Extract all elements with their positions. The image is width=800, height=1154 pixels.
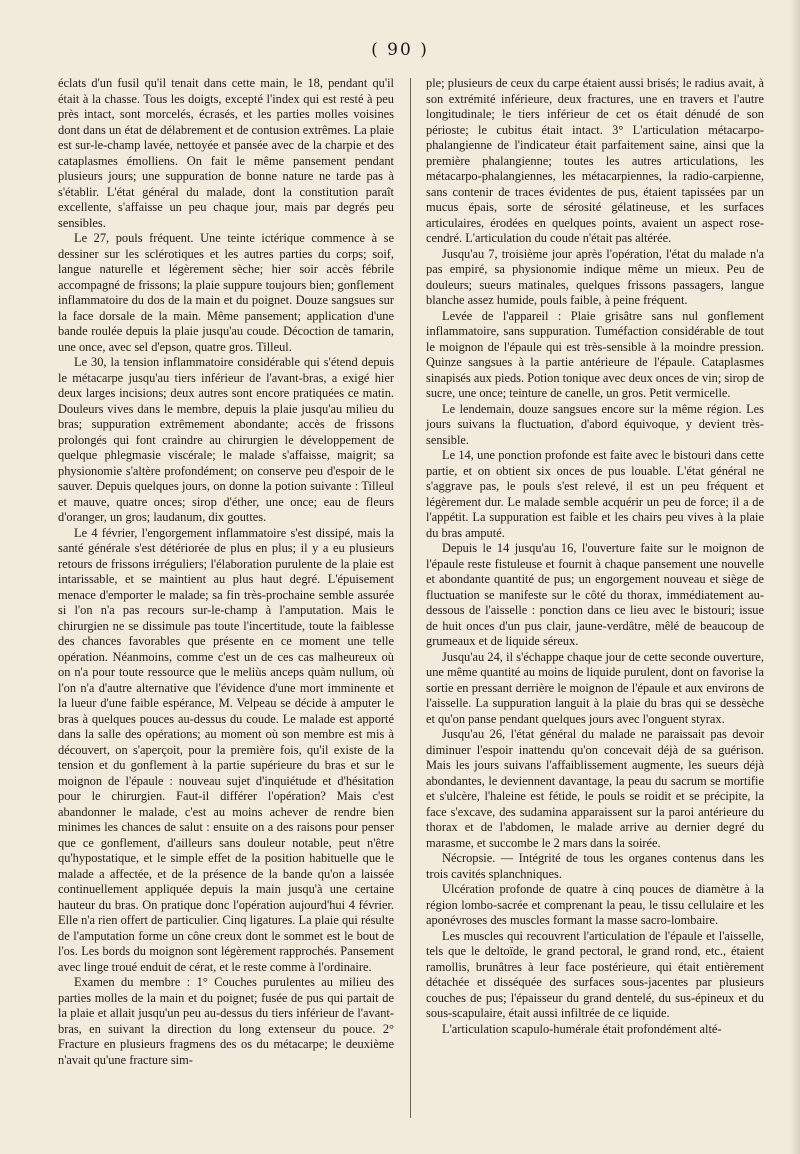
paragraph: Depuis le 14 jusqu'au 16, l'ouverture faite sur le moignon de l'épaule reste fistuleuse et fournit à chaque pansement une nouvelle et abondante quantité de pus; un engorgement nouveau et siège de fluctuation se manifeste sur le côté du thorax, immédiatement au-dessous de l'aisselle : ponction dans ce lieu avec le bistouri; issue de huit onces d'un pus clair, jaune-verdâtre, mêlé de beaucoup de grumeaux et de liquide séreux. (426, 541, 764, 648)
paragraph: Les muscles qui recouvrent l'articulation de l'épaule et l'aisselle, tels que le deltoïde, le grand pectoral, le grand rond, etc., étaient ramollis, brunâtres à leur face postérieure, qui était entièrement détachée et disséquée des surfaces sous-jacentes par plusieurs couches de pus; l'épaisseur du grand dentelé, du sus-épineux et du sous-scapulaire, était aussi infiltrée de ce liquide. (426, 928, 764, 1020)
paragraph: Levée de l'appareil : Plaie grisâtre sans nul gonflement inflammatoire, sans suppuration. Tuméfaction considérable de tout le moignon de l'épaule qui est très-sensible à la moindre pression. Quinze sangsues à la partie antérieure de l'épaule. Cataplasmes sinapisés aux pieds. Potion tonique avec deux onces de vin; sirop de sucre, une once; teinture de canelle, un gros. Petit vermicelle. (426, 308, 764, 400)
paragraph: Le 30, la tension inflammatoire considérable qui s'étend depuis le métacarpe jusqu'au tiers inférieur de l'avant-bras, a exigé hier deux larges incisions; deux autres sont encore pratiquées ce matin. Douleurs vives dans le membre, depuis la plaie jusqu'au milieu du bras; suppuration extrêmement abondante; accès de frissons prolongés qui font craindre au chirurgien le développement de quelque phlegmasie viscérale; le malade s'affaisse, maigrit; sa physionomie s'altère profondément; on conserve peu d'espoir de le sauver. Depuis quelques jours, on donne la potion suivante : Tilleul et mauve, quatre onces; sirop d'éther, une once; eau de fleurs d'oranger, un gros; laudanum, dix gouttes. (58, 355, 394, 524)
paragraph: Ulcération profonde de quatre à cinq pouces de diamètre à la région lombo-sacrée et comprenant la peau, le tissu cellulaire et les aponévroses des muscles formant la masse sacro-lombaire. (426, 882, 764, 927)
paragraph: Nécropsie. — Intégrité de tous les organes contenus dans les trois cavités splanchniques. (426, 851, 764, 881)
right-column (426, 76, 764, 1037)
paragraph: Examen du membre : 1° Couches purulentes au milieu des parties molles de la main et du poignet; fusée de pus qui partait de la plaie et allait jusqu'un peu au-dessus du tiers inférieur de l'avant-bras, en suivant la direction du long extenseur du pouce. 2° Fracture en plusieurs fragmens des os du métacarpe; le deuxième n'avait qu'une fracture sim- (58, 975, 394, 1067)
column-divider (410, 78, 411, 1118)
paragraph: Jusqu'au 26, l'état général du malade ne paraissait pas devoir diminuer l'espoir inattendu qu'on concevait déjà de sa guérison. Mais les jours suivans l'affaiblissement augmente, les sueurs déjà abondantes, le deviennent davantage, la peau du sacrum se mortifie et s'ulcère, l'haleine est fétide, le pouls se roidit et se précipite, la face s'excave, des sudamina apparaissent sur la paroi antérieure du thorax et de l'abdomen, le malade arrive au dernier degré du marasme, et succombe le 2 mars dans la soirée. (426, 727, 764, 850)
paragraph: Le 4 février, l'engorgement inflammatoire s'est dissipé, mais la santé générale s'est détériorée de plus en plus; il y a eu plusieurs retours de frissons irréguliers; l'élaboration purulente de la plaie est intarissable, et se maintient au plus haut degré. L'épuisement menace d'emporter le malade; sa fin très-prochaine semble assurée si l'on n'a pas recours sur-le-champ à l'amputation. Mais le chirurgien ne se dissimule pas toute l'incertitude, toute la faiblesse des chances favorables que présente en ce moment une telle opération. Néanmoins, comme c'est un de ces cas malheureux où on n'a pour toute ressource que le meliùs anceps quàm nullum, où l'on n'a d'autre alternative que l'évidence d'une mort imminente et la lueur d'une faible espérance, M. Velpeau se décide à amputer le bras à quelques pouces au-dessus du coude. Le malade est apporté dans la salle des opérations; au moment où son membre est mis à découvert, on s'aperçoit, pour la première fois, qu'il existe de la tension et du gonflement à la partie supérieure du bras et sur le moignon de l'épaule : nouveau sujet d'inquiétude et d'hésitation pour le chirurgien. Faut-il différer l'opération? Mais c'est abandonner le malade, c'est au moins achever de rendre bien minimes les chances de salut : ensuite on a des raisons pour penser que ce gonflement, d'ailleurs sans douleur notable, peut n'être qu'hypostatique, et le simple effet de la position habituelle que le malade a affectée, et de la présence de la bande qu'on a laissée continuellement appliquée depuis la main jusqu'à une certaine hauteur du bras. On pratique donc l'opération aujourd'hui 4 février. Elle n'a rien offert de particulier. Cinq ligatures. La plaie qui résulte de l'amputation forme un cône creux dont le sommet est le bout de l'os. Les bords du moignon sont légèrement rapprochés. Pansement avec linge troué enduit de cérat, et le reste comme à l'ordinaire. (58, 525, 394, 974)
paragraph: Le lendemain, douze sangsues encore sur la même région. Les jours suivans la fluctuation, d'abord équivoque, y devient très-sensible. (426, 401, 764, 447)
paragraph: Jusqu'au 24, il s'échappe chaque jour de cette seconde ouverture, une même quantité au moins de liquide purulent, dont on favorise la sortie en pressant derrière le moignon de l'épaule et aux environs de l'aisselle. La suppuration languit à la plaie du bras qui se dessèche et qu'on panse pendant quelques jours avec l'onguent styrax. (426, 649, 764, 726)
left-column (58, 76, 394, 1068)
paragraph: Le 27, pouls fréquent. Une teinte ictérique commence à se dessiner sur les sclérotiques et les autres parties du corps; soif, langue naturelle et légèrement sèche; hier soir accès fébrile accompagné de frissons; la plaie suppure toujours bien; gonflement inflammatoire du dos de la main et du poignet. Douze sangsues sur la face dorsale de la main. Même pansement; application d'une bande roulée depuis la plaie jusqu'au coude. Décoction de tamarin, une once, avec sel d'epson, quatre gros. Tilleul. (58, 231, 394, 354)
paragraph: L'articulation scapulo-humérale était profondément alté- (442, 1021, 722, 1036)
page-edge-shadow (790, 0, 800, 1154)
paragraph: Jusqu'au 7, troisième jour après l'opération, l'état du malade n'a pas empiré, sa physionomie indique même un mieux. Peu de douleurs; sueurs matinales, quelques frissons passagers, langue blanche assez humide, pouls faible, à peine fréquent. (426, 246, 764, 307)
paragraph: ple; plusieurs de ceux du carpe étaient aussi brisés; le radius avait, à son extrémité inférieure, deux fractures, une en travers et l'autre longitudinale; le tiers inférieur de cet os était dénudé de son périoste; le cubitus était intact. 3° L'articulation métacarpo-phalangienne de l'indicateur était parfaitement saine, ainsi que la première phalangienne; toutes les autres articulations, les métacarpo-phalangiennes, les métacarpiennes, la radio-carpienne, sans contenir de traces évidentes de pus, étaient tapissées par un mucus épais, sorte de sérosité gélatineuse, et les surfaces articulaires, érodées en quelques points, avaient un aspect rose-cendré. L'articulation du coude n'était pas altérée. (426, 76, 764, 245)
page-number: ( 90 ) (371, 40, 429, 60)
paragraph: éclats d'un fusil qu'il tenait dans cette main, le 18, pendant qu'il était à la chasse. Tous les doigts, excepté l'index qui est resté à peu près intact, sont morcelés, écrasés, et les parties molles voisines dont dans un état de délabrement et de contusion extrêmes. La plaie est sur-le-champ lavée, nettoyée et pansée avec de la charpie et des cataplasmes émolliens. On fait le même pansement pendant plusieurs jours; une suppuration de bonne nature ne tarde pas à s'établir. L'état général du malade, dont la constitution paraît excellente, s'affaisse un peu chaque jour, mais par degrés peu sensibles. (58, 76, 394, 230)
paragraph: Le 14, une ponction profonde est faite avec le bistouri dans cette partie, et on obtient six onces de pus louable. L'état général ne s'aggrave pas, le pouls s'est relevé, il est un peu fréquent et légèrement dur. Le malade semble acquérir un peu de force; il a de l'appétit. La suppuration est faible et les chairs peu vives à la plaie du bras amputé. (426, 448, 764, 540)
